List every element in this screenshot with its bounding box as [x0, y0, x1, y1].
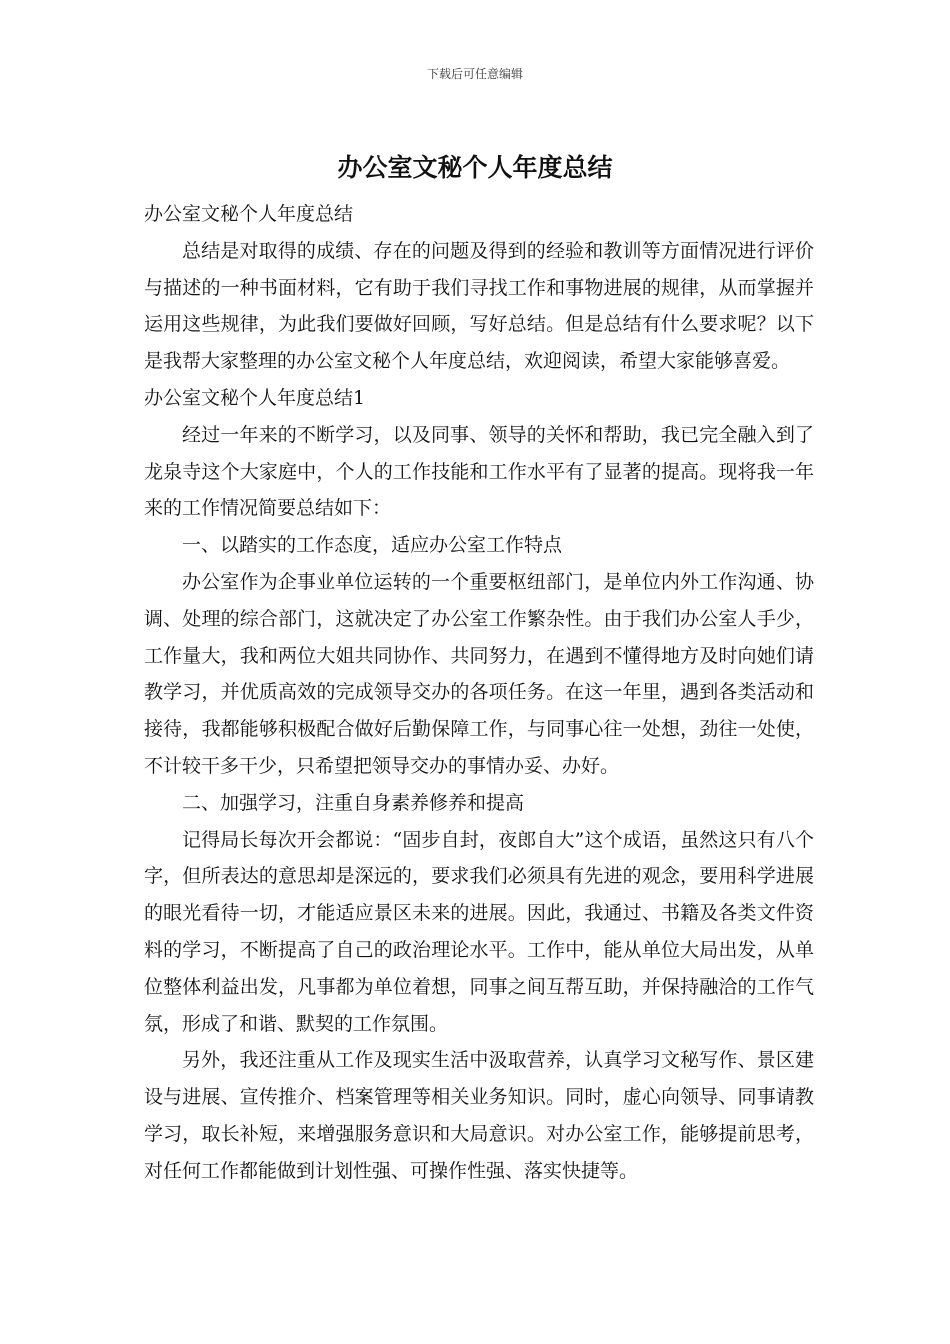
- paragraph-opening: 经过一年来的不断学习，以及同事、领导的关怀和帮助，我已完全融入到了龙泉寺这个大家庭中，个人的工作技能和工作水平有了显著的提高。现将我一年来的工作情况简要总结如下：: [144, 423, 814, 520]
- paragraph-learning: 记得局长每次开会都说：“固步自封，夜郎自大”这个成语，虽然这只有八个字，但所表达的意思却是深远的，要求我们必须具有先进的观念，要用科学进展的眼光看待一切，才能适应景区未来的进展。因此，我通过、书籍及各类文件资料的学习，不断提高了自己的政治理论水平。工作中，能从单位大局出发，从单位整体利益出发，凡事都为单位着想，同事之间互帮互助，并保持融洽的工作气氛，形成了和谐、默契的工作氛围。: [144, 828, 814, 1035]
- section-heading-1: 办公室文秘个人年度总结1: [144, 386, 366, 409]
- document-body: [144, 196, 814, 1190]
- paragraph-office-work: 办公室作为企事业单位运转的一个重要枢纽部门，是单位内外工作沟通、协调、处理的综合部门，这就决定了办公室工作繁杂性。由于我们办公室人手少，工作量大，我和两位大姐共同协作、共同努力，在遇到不懂得地方及时向她们请教学习，并优质高效的完成领导交办的各项任务。在这一年里，遇到各类活动和接待，我都能够积极配合做好后勤保障工作，与同事心往一处想，劲往一处使，不计较干多干少，只希望把领导交办的事情办妥、办好。: [144, 570, 814, 777]
- document-title: 办公室文秘个人年度总结: [337, 153, 613, 182]
- header-note: 下载后可任意编辑: [426, 67, 523, 81]
- intro-paragraph: 总结是对取得的成绩、存在的问题及得到的经验和教训等方面情况进行评价与描述的一种书面材料，它有助于我们寻找工作和事物进展的规律，从而掌握并运用这些规律，为此我们要做好回顾，写好总结。但是总结有什么要求呢？以下是我帮大家整理的办公室文秘个人年度总结，欢迎阅读，希望大家能够喜爱。: [144, 239, 814, 373]
- subheading-1: 一、以踏实的工作态度，适应办公室工作特点: [182, 534, 563, 557]
- intro-heading: 办公室文秘个人年度总结: [144, 203, 354, 225]
- paragraph-additionally: 另外，我还注重从工作及现实生活中汲取营养，认真学习文秘写作、景区建设与进展、宣传推介、档案管理等相关业务知识。同时，虚心向领导、同事请教学习，取长补短，来增强服务意识和大局意识。对办公室工作，能够提前思考，对任何工作都能做到计划性强、可操作性强、落实快捷等。: [144, 1049, 814, 1182]
- subheading-2: 二、加强学习，注重自身素养修养和提高: [182, 791, 525, 814]
